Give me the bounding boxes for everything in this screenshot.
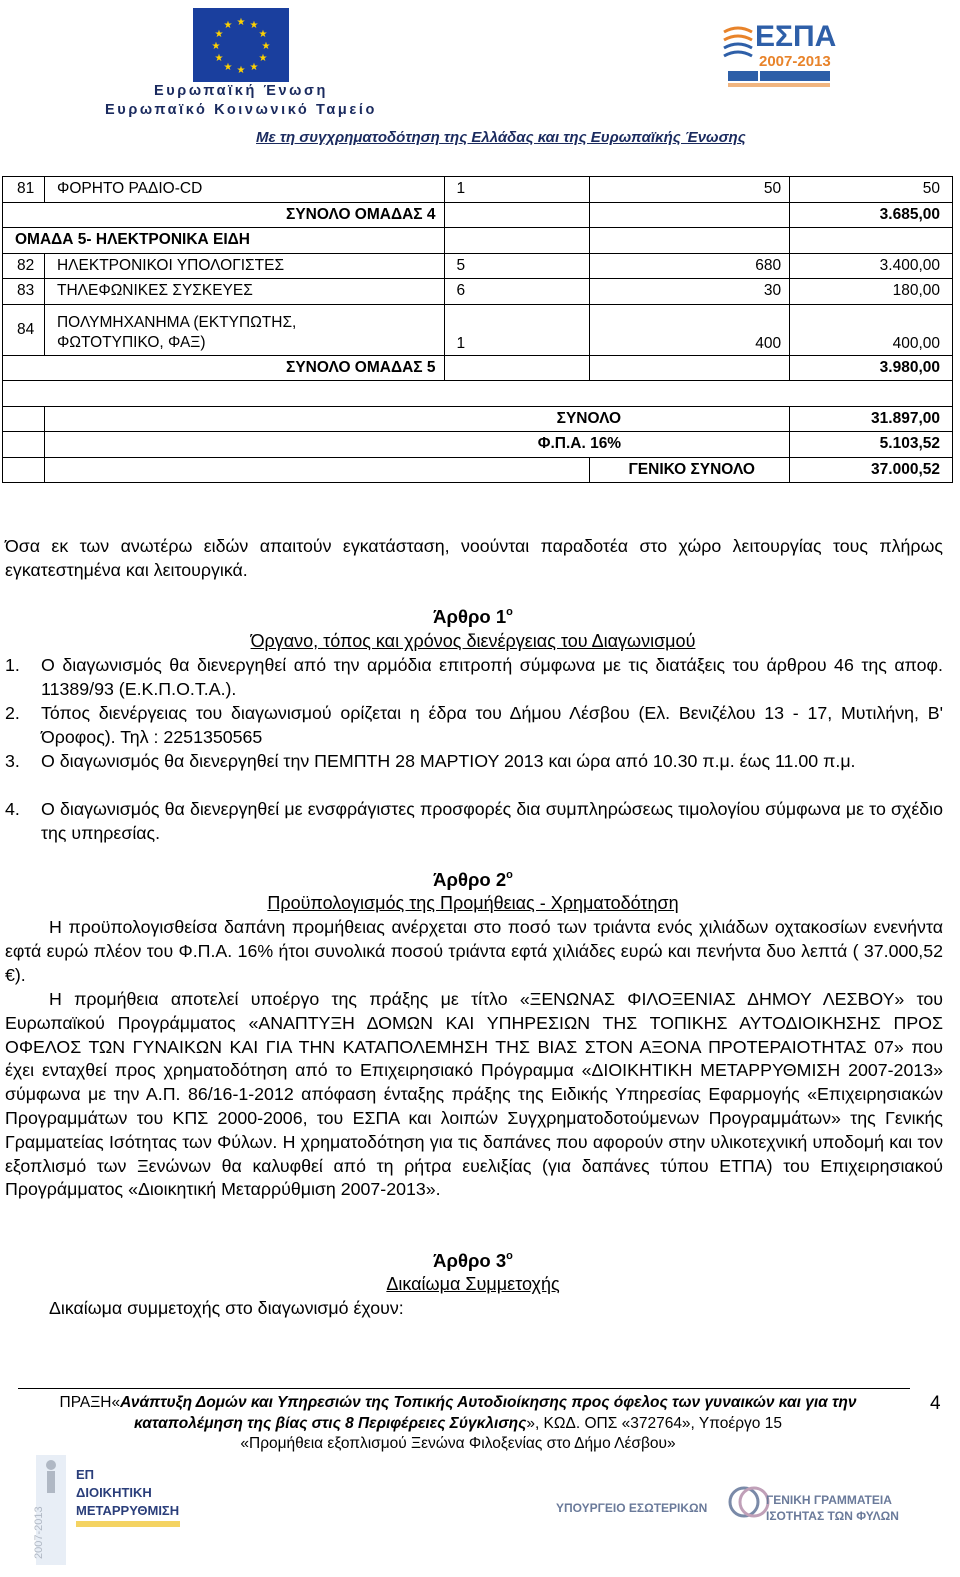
item-price: 50	[590, 177, 790, 203]
table-row-group-total	[3, 355, 953, 381]
svg-text:★: ★	[261, 41, 271, 52]
summary-label: ΓΕΝΙΚΟ ΣΥΝΟΛΟ	[590, 457, 790, 483]
list-item	[5, 654, 943, 702]
svg-text:ΜΕΤΑΡΡΥΘΜΙΣΗ: ΜΕΤΑΡΡΥΘΜΙΣΗ	[76, 1503, 180, 1518]
eu-line2: Ευρωπαϊκό Κοινωνικό Ταμείο	[105, 102, 377, 118]
summary-value: 31.897,00	[790, 406, 953, 432]
dioikitiki-metarrythmisi-logo	[33, 1455, 196, 1565]
footer-text	[18, 1393, 898, 1455]
table-row-group-total	[3, 202, 953, 228]
list-item-number: 4.	[5, 799, 20, 819]
svg-text:★: ★	[223, 62, 233, 73]
item-no: 84	[3, 304, 45, 355]
item-price: 400	[590, 304, 790, 355]
svg-text:★: ★	[211, 41, 221, 52]
list-item	[5, 750, 943, 774]
group-total-value: 3.685,00	[790, 202, 953, 228]
cofinancing-note: Με τη συγχρηματοδότηση της Ελλάδας και της Ευρωπαϊκής Ένωσης	[256, 129, 746, 146]
summary-label: Φ.Π.Α. 16%	[44, 432, 789, 458]
group-total-value: 3.980,00	[790, 355, 953, 381]
svg-text:★: ★	[249, 20, 259, 31]
item-no: 81	[3, 177, 45, 203]
article-2-subtitle: Προϋπολογισμός της Προμήθειας - Χρηματοδότηση	[267, 893, 679, 913]
svg-text:2007-2013: 2007-2013	[759, 53, 831, 70]
item-qty: 1	[444, 177, 590, 203]
list-item-number: 2.	[5, 703, 20, 723]
svg-text:★: ★	[214, 29, 224, 40]
summary-value: 5.103,52	[790, 432, 953, 458]
item-price: 680	[590, 253, 790, 279]
svg-text:★: ★	[236, 17, 246, 28]
footer-project: ΠΡΑΞΗ«Ανάπτυξη Δομών και Υπηρεσιών της Τοπικής Αυτοδιοίκησης προς όφελος των γυναικών και για την καταπολέμηση της βίας στις 8 Περιφέρειες Σύγκλισης», ΚΩΔ. ΟΠΣ «372764», Υποέργο 15	[59, 1394, 857, 1432]
list-item	[5, 798, 943, 846]
table-row	[3, 177, 953, 203]
item-qty: 6	[444, 279, 590, 305]
intro-note: Όσα εκ των ανωτέρω ειδών απαιτούν εγκατάσταση, νοούνται παραδοτέα στο χώρο λειτουργίας τους πλήρως εγκατεστημένα και λειτουργικά.	[5, 536, 943, 580]
eu-line1: Ευρωπαϊκή Ένωση	[154, 83, 328, 99]
svg-text:ΕΣΠΑ: ΕΣΠΑ	[755, 20, 837, 53]
footer-subproject: «Προμήθεια εξοπλισμού Ξενώνα Φιλοξενίας στο Δήμο Λέσβου»	[240, 1435, 676, 1452]
item-qty: 5	[444, 253, 590, 279]
article-2-paragraph-1: Η προϋπολογισθείσα δαπάνη προμήθειας ανέρχεται στο ποσό των τριάντα ενός χιλιάδων οχτακοσίων ενενήντα εφτά ευρώ πλέον του Φ.Π.Α. 16% ήτοι συνολικά ποσού τριάντα εφτά χιλιάδες ευρώ και πενήντα δυο λεπτά ( 37.000,52 €).	[5, 917, 943, 985]
svg-text:2007-2013: 2007-2013	[33, 1506, 45, 1559]
eu-stars-icon	[193, 8, 289, 82]
item-total: 400,00	[790, 304, 953, 355]
list-item-text: Ο διαγωνισμός θα διενεργηθεί από την αρμόδια επιτροπή σύμφωνα με τις διατάξεις του άρθρου 46 της αποφ. 11389/93 (Ε.Κ.Π.Ο.Τ.Α.).	[41, 655, 943, 699]
summary-row	[3, 406, 953, 432]
list-item-text: Ο διαγωνισμός θα διενεργηθεί την ΠΕΜΠΤΗ 28 ΜΑΡΤΙΟΥ 2013 και ώρα από 10.30 π.μ. έως 11.00 π.μ.	[41, 751, 856, 771]
item-desc: ΗΛΕΚΤΡΟΝΙΚΟΙ ΥΠΟΛΟΓΙΣΤΕΣ	[44, 253, 444, 279]
svg-text:ΔΙΟΙΚΗΤΙΚΗ: ΔΙΟΙΚΗΤΙΚΗ	[76, 1485, 152, 1500]
table-row-group-title	[3, 228, 953, 254]
espa-logo	[718, 10, 836, 90]
svg-text:ΥΠΟΥΡΓΕΙΟ ΕΣΩΤΕΡΙΚΩΝ: ΥΠΟΥΡΓΕΙΟ ΕΣΩΤΕΡΙΚΩΝ	[556, 1501, 708, 1515]
svg-text:ΙΣΟΤΗΤΑΣ ΤΩΝ ΦΥΛΩΝ: ΙΣΟΤΗΤΑΣ ΤΩΝ ΦΥΛΩΝ	[766, 1509, 899, 1523]
svg-text:★: ★	[258, 29, 268, 40]
item-desc-line: ΠΟΛΥΜΗΧΑΝΗΜΑ (ΕΚΤΥΠΩΤΗΣ,	[56, 313, 297, 331]
footer-divider	[18, 1388, 910, 1389]
eu-caption	[96, 82, 386, 120]
item-price: 30	[590, 279, 790, 305]
svg-text:ΓΕΝΙΚΗ ΓΡΑΜΜΑΤΕΙΑ: ΓΕΝΙΚΗ ΓΡΑΜΜΑΤΕΙΑ	[766, 1493, 892, 1507]
list-item-number: 1.	[5, 655, 20, 675]
list-item	[5, 702, 943, 750]
group-total-label: ΣΥΝΟΛΟ ΟΜΑΔΑΣ 5	[3, 355, 445, 381]
svg-text:★: ★	[249, 62, 259, 73]
item-desc	[44, 304, 444, 355]
article-2-title: Άρθρο $2^o$	[433, 869, 513, 890]
list-item-number: 3.	[5, 751, 20, 771]
item-desc-line: ΦΩΤΟΤΥΠΙΚΟ, ΦΑΞ)	[56, 333, 206, 351]
item-desc: ΤΗΛΕΦΩΝΙΚΕΣ ΣΥΣΚΕΥΕΣ	[44, 279, 444, 305]
group-title: ΟΜΑΔΑ 5- ΗΛΕΚΤΡΟΝΙΚΑ ΕΙΔΗ	[3, 228, 445, 254]
table-row	[3, 279, 953, 305]
summary-row	[3, 432, 953, 458]
item-total: 50	[790, 177, 953, 203]
table-row	[3, 304, 953, 355]
svg-text:★: ★	[258, 53, 268, 64]
list-item-text: Τόπος διενέργειας του διαγωνισμού ορίζεται η έδρα του Δήμου Λέσβου (Ελ. Βενιζέλου 13 - 17, Μυτιλήνη, Β' Όροφος). Τηλ : 2251350565	[41, 703, 943, 747]
article-1-subtitle: Όργανο, τόπος και χρόνος διενέργειας του Διαγωνισμού	[250, 631, 696, 651]
page-number: 4	[930, 1393, 941, 1414]
gender-equality-secretariat-logo	[714, 1478, 914, 1538]
article-1-title: Άρθρο $1^o$	[433, 606, 513, 627]
article-2-paragraph-2: Η προμήθεια αποτελεί υποέργο της πράξης με τίτλο «ΞΕΝΩΝΑΣ ΦΙΛΟΞΕΝΙΑΣ ΔΗΜΟΥ ΛΕΣΒΟΥ» του Ευρωπαϊκού Προγράμματος «ΑΝΑΠΤΥΞΗ ΔΟΜΩΝ ΚΑΙ ΥΠΗΡΕΣΙΩΝ ΤΗΣ ΤΟΠΙΚΗΣ ΑΥΤΟΔΙΟΙΚΗΣΗΣ ΠΡΟΣ ΟΦΕΛΟΣ ΤΩΝ ΓΥΝΑΙΚΩΝ ΚΑΙ ΓΙΑ ΤΗΝ ΚΑΤΑΠΟΛΕΜΗΣΗ ΤΗΣ ΒΙΑΣ ΣΤΟΝ ΑΞΟΝΑ ΠΡΟΤΕΡΑΙΟΤΗΤΑΣ 07» που έχει ενταχθεί προς χρηματοδότηση από το Επιχειρησιακό Πρόγραμμα «ΔΙΟΙΚΗΤΙΚΗ ΜΕΤΑΡΡΥΘΜΙΣΗ 2007-2013» σύμφωνα με την Α.Π. 86/16-1-2012 απόφαση ένταξης πράξης της Ειδικής Υπηρεσίας Εφαρμογής «Επιχειρησιακών Προγραμμάτων του ΚΠΣ 2000-2006, του ΕΣΠΑ και λοιπών Συγχρηματοδοτούμενων Προγραμμάτων» της Γενικής Γραμματείας Ισότητας των Φύλων. Η χρηματοδότηση για τις δαπάνες που αφορούν στην υλικοτεχνική υποδομή και τον εξοπλισμό των Ξενώνων θα καλυφθεί από τη ρήτρα ευελιξίας (για δαπάνες τύπου ΕΤΠΑ) του Επιχειρησιακού Προγράμματος «Διοικητική Μεταρρύθμιση 2007-2013».	[5, 989, 943, 1200]
svg-text:★: ★	[214, 53, 224, 64]
item-qty: 1	[444, 304, 590, 355]
summary-label: ΣΥΝΟΛΟ	[44, 406, 789, 432]
article-3-title: Άρθρο $3^o$	[433, 1250, 513, 1271]
item-total: 3.400,00	[790, 253, 953, 279]
eu-flag-logo	[193, 8, 289, 82]
item-no: 83	[3, 279, 45, 305]
items-table	[2, 176, 953, 483]
item-no: 82	[3, 253, 45, 279]
table-row-empty	[3, 381, 953, 407]
svg-text:★: ★	[236, 65, 246, 76]
table-row	[3, 253, 953, 279]
article-3-subtitle: Δικαίωμα Συμμετοχής	[386, 1274, 560, 1294]
group-total-label: ΣΥΝΟΛΟ ΟΜΑΔΑΣ 4	[3, 202, 445, 228]
list-item-text: Ο διαγωνισμός θα διενεργηθεί με ενσφράγιστες προσφορές δια συμπληρώσεως τιμολογίου σύμφωνα με το σχέδιο της υπηρεσίας.	[41, 799, 943, 843]
article-3-paragraph-1: Δικαίωμα συμμετοχής στο διαγωνισμό έχουν:	[49, 1298, 404, 1318]
item-total: 180,00	[790, 279, 953, 305]
summary-row	[3, 457, 953, 483]
item-desc: ΦΟΡΗΤΟ ΡΑΔΙΟ-CD	[44, 177, 444, 203]
summary-value: 37.000,52	[790, 457, 953, 483]
svg-text:ΕΠ: ΕΠ	[76, 1467, 95, 1482]
svg-text:★: ★	[223, 20, 233, 31]
